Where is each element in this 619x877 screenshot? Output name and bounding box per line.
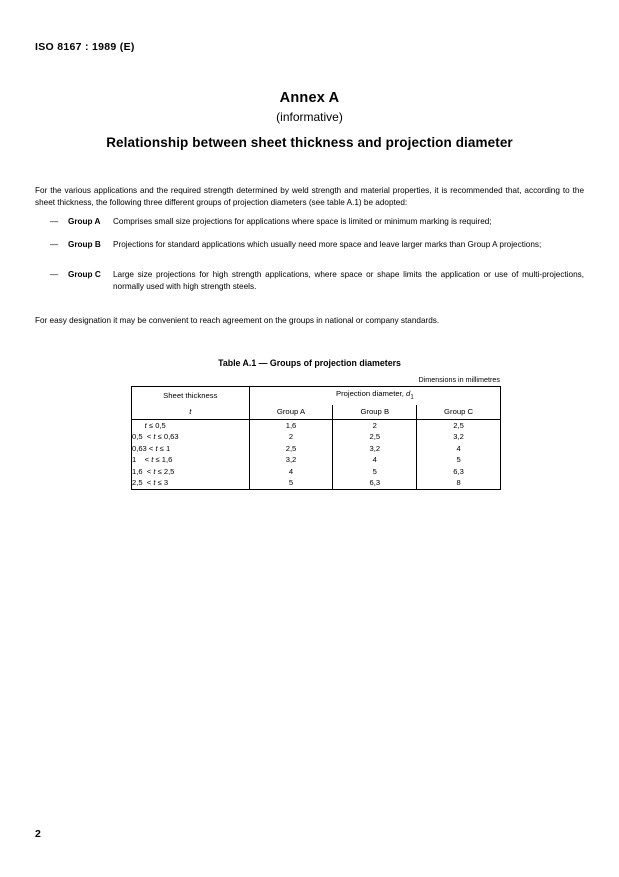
cell-group-c: 6,3	[417, 466, 501, 478]
cell-group-b: 3,2	[333, 443, 417, 455]
column-header-thickness-symbol: t	[132, 405, 250, 420]
running-header: ISO 8167 : 1989 (E)	[35, 41, 135, 53]
group-definition-list	[35, 216, 584, 303]
cell-thickness-range: 2,5 < t ≤ 3	[132, 477, 250, 489]
dimensions-note: Dimensions in millimetres	[418, 375, 500, 384]
cell-group-b: 6,3	[333, 477, 417, 489]
cell-group-b: 2,5	[333, 431, 417, 443]
table-subheader-row	[132, 405, 501, 420]
closing-paragraph: For easy designation it may be convenient to reach agreement on the groups in national or company standards.	[35, 316, 440, 325]
group-description: Large size projections for high strength applications, where space or shape limits the application or use of multi-projections, normally used with high strength steels.	[113, 270, 584, 291]
column-header-group-c: Group C	[417, 405, 501, 420]
cell-group-a: 2	[249, 431, 333, 443]
cell-thickness-range: 1,6 < t ≤ 2,5	[132, 466, 250, 478]
cell-group-a: 5	[249, 477, 333, 489]
cell-group-a: 4	[249, 466, 333, 478]
cell-group-c: 3,2	[417, 431, 501, 443]
cell-thickness-range: 0,5 < t ≤ 0,63	[132, 431, 250, 443]
table-row	[132, 466, 501, 478]
group-name: Group A	[68, 217, 101, 226]
table-row	[132, 431, 501, 443]
cell-group-c: 8	[417, 477, 501, 489]
list-item	[35, 269, 584, 292]
table-body	[132, 419, 501, 489]
table-row	[132, 454, 501, 466]
column-header-sheet-thickness: Sheet thickness	[132, 387, 250, 405]
table-head	[132, 387, 501, 420]
page-number: 2	[35, 828, 41, 840]
table-header-row	[132, 387, 501, 405]
cell-group-a: 3,2	[249, 454, 333, 466]
table-caption: Table A.1 — Groups of projection diameters	[218, 358, 401, 368]
list-dash: —	[50, 270, 59, 280]
cell-group-a: 1,6	[249, 419, 333, 431]
cell-group-c: 5	[417, 454, 501, 466]
annex-subtitle: (informative)	[276, 110, 343, 124]
cell-thickness-range: 0,63 < t ≤ 1	[132, 443, 250, 455]
group-description: Projections for standard applications which usually need more space and leave larger marks than Group A projections;	[113, 239, 542, 249]
list-dash: —	[50, 239, 59, 249]
projection-diameter-table-wrapper	[131, 386, 501, 490]
cell-group-a: 2,5	[249, 443, 333, 455]
list-item	[35, 216, 584, 228]
projection-diameter-label: Projection diameter,	[335, 389, 407, 398]
list-item	[35, 239, 584, 251]
cell-group-c: 4	[417, 443, 501, 455]
table-row	[132, 419, 501, 431]
cell-group-b: 5	[333, 466, 417, 478]
cell-group-b: 4	[333, 454, 417, 466]
cell-group-b: 2	[333, 419, 417, 431]
column-header-group-a: Group A	[249, 405, 333, 420]
cell-group-c: 2,5	[417, 419, 501, 431]
table-row	[132, 443, 501, 455]
symbol-d-subscript: 1	[410, 394, 414, 401]
column-header-projection-diameter	[249, 387, 500, 405]
symbol-d: d	[406, 389, 411, 398]
table-row	[132, 477, 501, 489]
cell-thickness-range: t ≤ 0,5	[132, 419, 250, 431]
column-header-group-b: Group B	[333, 405, 417, 420]
annex-heading: Relationship between sheet thickness and projection diameter	[106, 135, 513, 150]
projection-diameter-table	[131, 386, 501, 490]
list-dash: —	[50, 217, 59, 226]
annex-title: Annex A	[279, 90, 340, 106]
group-name: Group C	[68, 270, 101, 280]
group-name: Group B	[68, 239, 101, 249]
intro-paragraph: For the various applications and the required strength determined by weld strength and material properties, it is recommended that, according to the sheet thickness, the following three different groups of projection diameters (see table A.1) be adopted:	[35, 186, 584, 207]
cell-thickness-range: 1 < t ≤ 1,6	[132, 454, 250, 466]
group-description: Comprises small size projections for applications where space is limited or minimum marking is required;	[113, 217, 492, 226]
